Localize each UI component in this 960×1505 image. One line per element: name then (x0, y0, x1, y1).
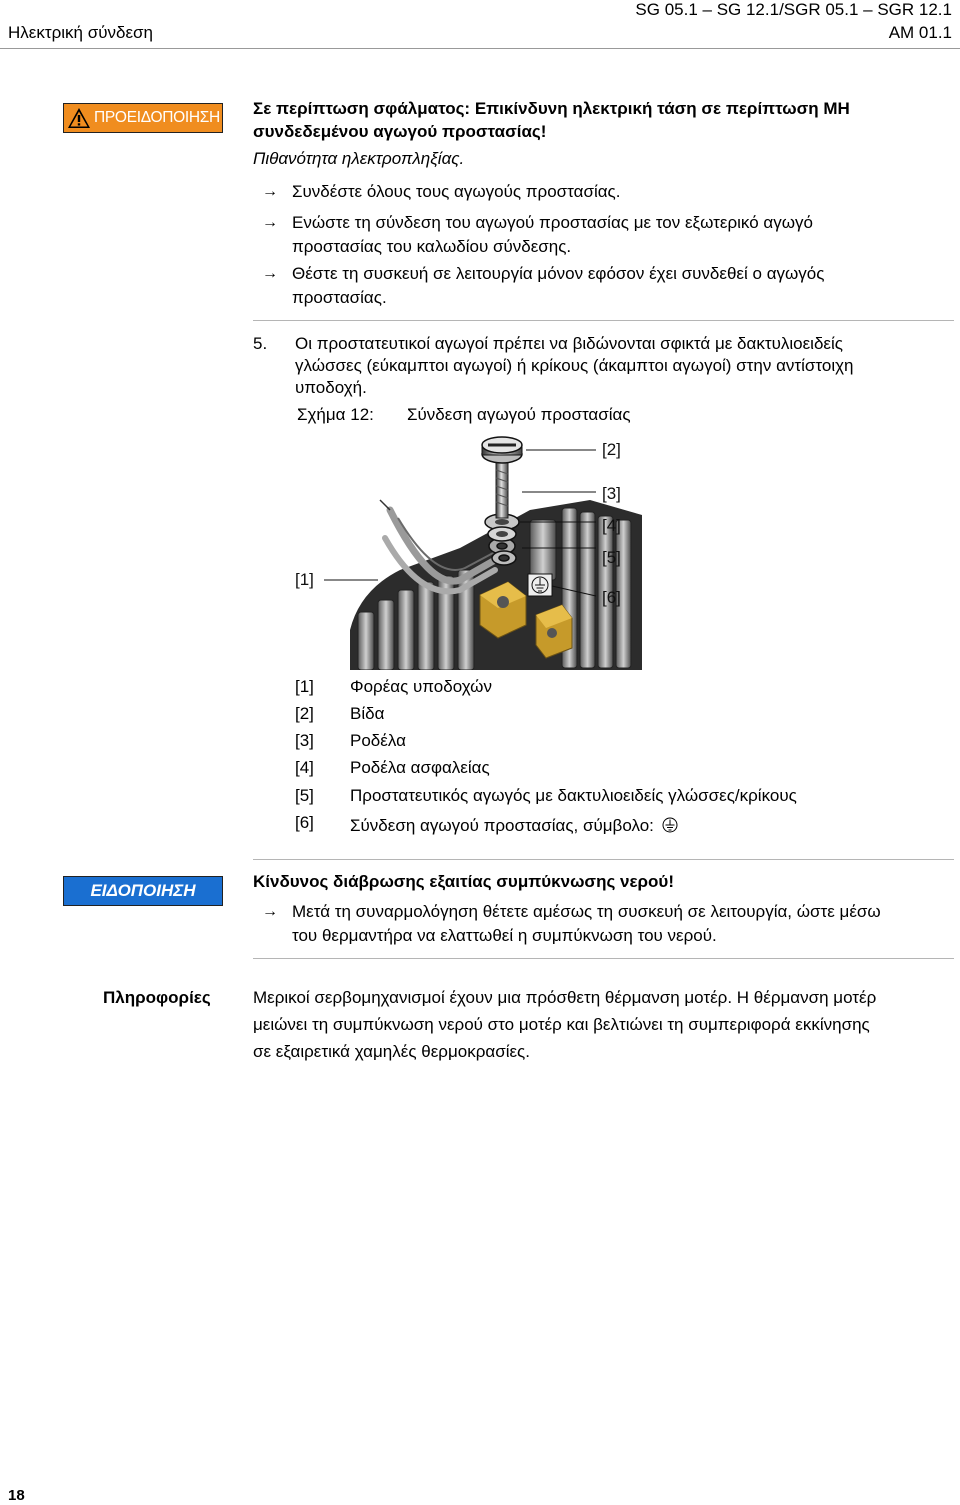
legend-text-5: Προστατευτικός αγωγός με δακτυλιοειδείς γλώσσες/κρίκους (350, 786, 797, 805)
page-number: 18 (8, 1487, 25, 1504)
legend-text-3: Ροδέλα (350, 731, 406, 750)
legend-text-1: Φορέας υποδοχών (350, 677, 492, 696)
notice-title: Κίνδυνος διάβρωσης εξαιτίας συμπύκνωσης νερού! (253, 872, 674, 891)
info-line-1: Μερικοί σερβομηχανισμοί έχουν μια πρόσθετη θέρμανση μοτέρ. Η θέρμανση μοτέρ (253, 988, 877, 1007)
arrow-right-icon: → (262, 214, 278, 231)
warning-title-line-2: συνδεδεμένου αγωγού προστασίας! (253, 122, 547, 141)
info-line-3: σε εξαιρετικά χαμηλές θερμοκρασίες. (253, 1042, 530, 1061)
warning-step-3-line-1: Θέστε τη συσκευή σε λειτουργία μόνον εφόσον έχει συνδεθεί ο αγωγός (292, 264, 825, 283)
notice-end-rule (253, 958, 954, 959)
warning-badge (63, 103, 223, 133)
notice-line-2: του θερμαντήρα να ελαττωθεί η συμπύκνωση του νερού. (292, 926, 717, 945)
legend-text-6 (350, 815, 678, 837)
legend-end-rule (253, 859, 954, 860)
header-rule (0, 48, 960, 49)
legend-num-6: [6] (295, 813, 314, 832)
legend-num-5: [5] (295, 786, 314, 805)
legend-text-2: Βίδα (350, 704, 385, 723)
notice-badge: ΕΙΔΟΠΟΙΗΣΗ (63, 876, 223, 906)
step-number: 5. (253, 334, 268, 353)
step5-line-3: υποδοχή. (295, 378, 367, 397)
model-line-1: SG 05.1 – SG 12.1/SGR 05.1 – SGR 12.1 (635, 0, 952, 19)
callout-2: [2] (602, 440, 621, 459)
warning-consequence: Πιθανότητα ηλεκτροπληξίας. (253, 149, 465, 168)
warning-step-2-line-1: Ενώστε τη σύνδεση του αγωγού προστασίας με τον εξωτερικό αγωγό (292, 213, 813, 232)
warning-step-2-line-2: προστασίας του καλωδίου σύνδεσης. (292, 237, 572, 256)
figure-label: Σχήμα 12: (297, 405, 374, 424)
warning-badge-label: ΠΡΟΕΙΔΟΠΟΙΗΣΗ (94, 109, 220, 126)
info-line-2: μειώνει τη συμπύκνωση νερού στο μοτέρ και βελτιώνει τη συμπεριφορά εκκίνησης (253, 1015, 870, 1034)
warning-end-rule (253, 320, 954, 321)
legend-text-4: Ροδέλα ασφαλείας (350, 758, 490, 777)
legend-num-4: [4] (295, 758, 314, 777)
notice-line-1: Μετά τη συναρμολόγηση θέτετε αμέσως τη συσκευή σε λειτουργία, ώστε μέσω (292, 902, 881, 921)
figure-caption: Σύνδεση αγωγού προστασίας (407, 405, 631, 424)
legend-text-6-label: Σύνδεση αγωγού προστασίας, σύμβολο: (350, 816, 654, 835)
callout-5: [5] (602, 548, 621, 567)
ground-symbol-icon (662, 817, 678, 833)
arrow-right-icon: → (262, 265, 278, 282)
model-line-2: AM 01.1 (888, 23, 952, 42)
callout-1: [1] (295, 570, 314, 589)
step5-line-1: Οι προστατευτικοί αγωγοί πρέπει να βιδώνονται σφικτά με δακτυλιοειδείς (295, 334, 843, 353)
callout-6: [6] (602, 588, 621, 607)
callout-3: [3] (602, 484, 621, 503)
legend-num-1: [1] (295, 677, 314, 696)
figure-illustration (290, 430, 650, 670)
arrow-right-icon: → (262, 903, 278, 920)
info-label: Πληροφορίες (103, 988, 211, 1007)
warning-triangle-icon (67, 107, 91, 129)
legend-num-3: [3] (295, 731, 314, 750)
arrow-right-icon: → (262, 183, 278, 200)
step5-line-2: γλώσσες (εύκαμπτοι αγωγοί) ή κρίκους (άκαμπτοι αγωγοί) στην αντίστοιχη (295, 356, 854, 375)
warning-step-3-line-2: προστασίας. (292, 288, 387, 307)
legend-num-2: [2] (295, 704, 314, 723)
section-title: Ηλεκτρική σύνδεση (8, 23, 153, 42)
callout-4: [4] (602, 516, 621, 535)
warning-step-1: Συνδέστε όλους τους αγωγούς προστασίας. (292, 182, 621, 201)
warning-title-line-1: Σε περίπτωση σφάλματος: Επικίνδυνη ηλεκτρική τάση σε περίπτωση ΜΗ (253, 99, 850, 118)
